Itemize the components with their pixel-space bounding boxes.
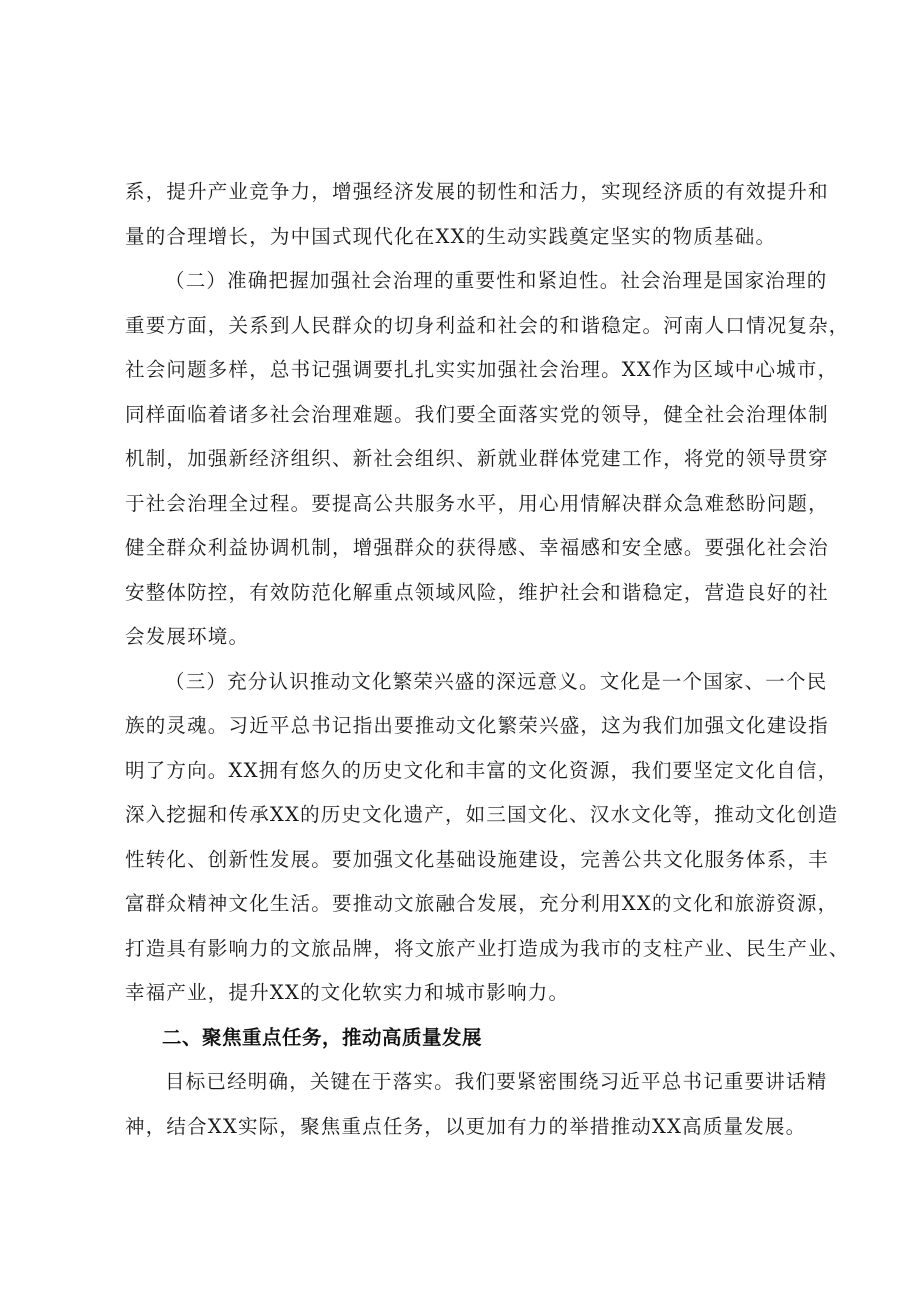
paragraph-3-line-7: 打造具有影响力的文旅品牌，将文旅产业打造成为我市的支柱产业、民生产业、 [125, 937, 850, 960]
section-heading: 二、聚焦重点任务，推动高质量发展 [162, 1026, 483, 1049]
paragraph-2-line-5: 机制，加强新经济组织、新社会组织、新就业群体党建工作，将党的领导贯穿 [125, 447, 829, 470]
paragraph-2-line-2: 重要方面，关系到人民群众的切身利益和社会的和谐稳定。河南人口情况复杂， [125, 314, 850, 337]
paragraph-2-line-3: 社会问题多样，总书记强调要扎扎实实加强社会治理。XX作为区域中心城市， [125, 358, 839, 381]
paragraph-4-line-1: 目标已经明确，关键在于落实。我们要紧密围绕习近平总书记重要讲话精 [165, 1070, 828, 1093]
paragraph-2-line-9: 会发展环境。 [125, 625, 250, 648]
paragraph-3-line-2: 族的灵魂。习近平总书记指出要推动文化繁荣兴盛，这为我们加强文化建设指 [125, 714, 829, 737]
paragraph-2-line-4: 同样面临着诸多社会治理难题。我们要全面落实党的领导，健全社会治理体制 [125, 403, 829, 426]
paragraph-3-line-1: （三）充分认识推动文化繁荣兴盛的深远意义。文化是一个国家、一个民 [165, 670, 828, 693]
paragraph-3-line-8: 幸福产业，提升XX的文化软实力和城市影响力。 [125, 981, 570, 1004]
paragraph-1-line-1: 系，提升产业竞争力，增强经济发展的韧性和活力，实现经济质的有效提升和 [125, 180, 829, 203]
paragraph-2-line-1: （二）准确把握加强社会治理的重要性和紧迫性。社会治理是国家治理的 [165, 269, 828, 292]
paragraph-2-line-7: 健全群众利益协调机制，增强群众的获得感、幸福感和安全感。要强化社会治 [125, 536, 829, 559]
paragraph-4-line-2: 神，结合XX实际，聚焦重点任务，以更加有力的举措推动XX高质量发展。 [125, 1115, 807, 1138]
paragraph-1-line-2: 量的合理增长，为中国式现代化在XX的生动实践奠定坚实的物质基础。 [125, 225, 777, 248]
paragraph-2-line-8: 安整体防控，有效防范化解重点领域风险，维护社会和谐稳定，营造良好的社 [125, 581, 829, 604]
paragraph-2-line-6: 于社会治理全过程。要提高公共服务水平，用心用情解决群众急难愁盼问题， [125, 492, 829, 515]
paragraph-3-line-3: 明了方向。XX拥有悠久的历史文化和丰富的文化资源，我们要坚定文化自信， [125, 759, 839, 782]
paragraph-3-line-6: 富群众精神文化生活。要推动文旅融合发展，充分利用XX的文化和旅游资源， [125, 892, 839, 915]
paragraph-3-line-5: 性转化、创新性发展。要加强文化基础设施建设，完善公共文化服务体系，丰 [125, 848, 829, 871]
paragraph-3-line-4: 深入挖掘和传承XX的历史文化遗产，如三国文化、汉水文化等，推动文化创造 [125, 803, 839, 826]
